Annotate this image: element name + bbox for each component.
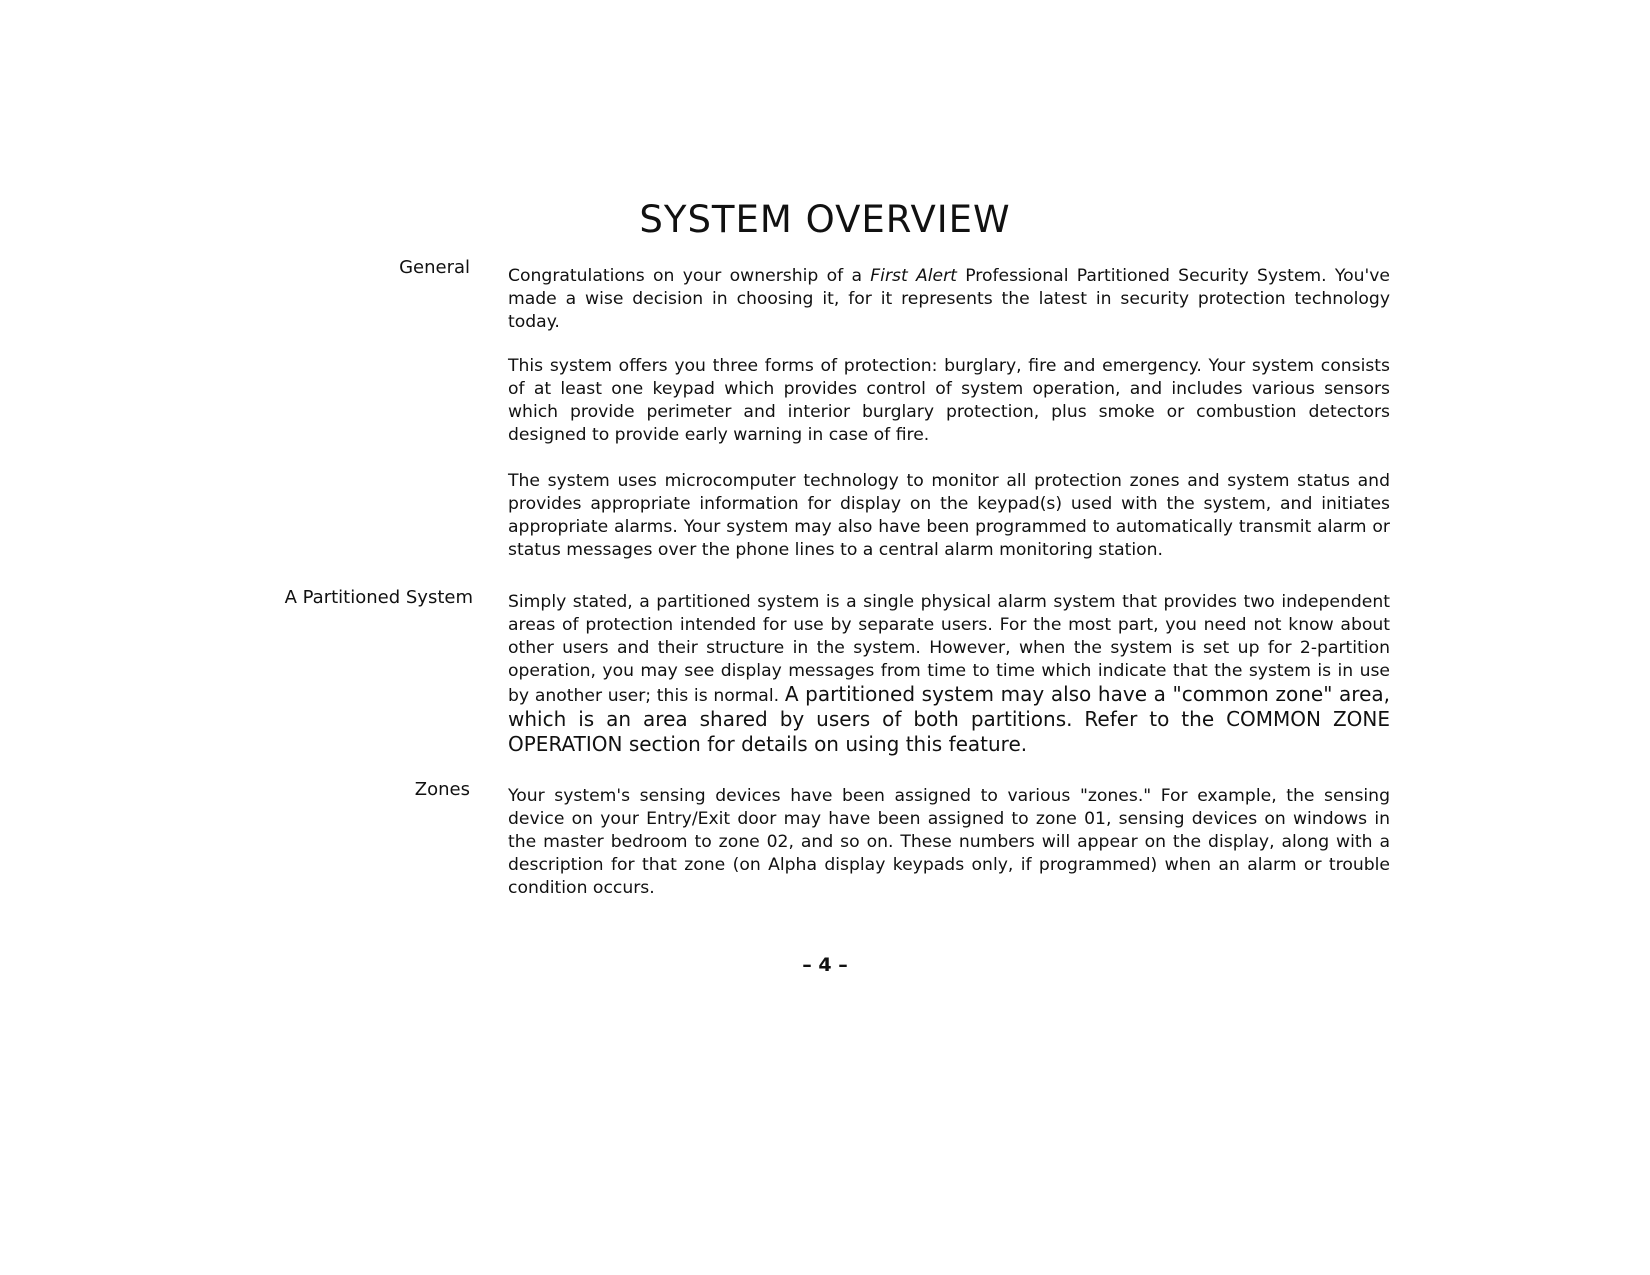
general-paragraph-1 bbox=[508, 265, 1390, 334]
section-label-zones: Zones bbox=[414, 779, 470, 800]
general-paragraph-2: This system offers you three forms of protection: burglary, fire and emergency. Your system consists of at least one keypad which provides control of system operation, and includes various sensors which provide perimeter and interior burglary protection, plus smoke or combustion detectors designed to provide early warning in case of fire. bbox=[508, 356, 1390, 445]
section-label-partitioned: A Partitioned System bbox=[284, 587, 473, 608]
page-number: – 4 – bbox=[802, 954, 848, 976]
section-label-general: General bbox=[399, 257, 470, 278]
general-paragraph-1-end: Professional Partitioned Security System. You've made a wise decision in choosing it, for it represents the latest in security protection technology today. bbox=[508, 266, 1390, 332]
page-title: SYSTEM OVERVIEW bbox=[639, 198, 1011, 241]
brand-name: First Alert bbox=[870, 266, 957, 286]
general-paragraph-1-start: Congratulations on your ownership of a bbox=[508, 266, 871, 286]
general-paragraph-3: The system uses microcomputer technology to monitor all protection zones and system status and provides appropriate information for display on the keypad(s) used with the system, and initiates appropriate alarms. Your system may also have been programmed to automatically transmit alarm or status messages over the phone lines to a central alarm monitoring station. bbox=[508, 471, 1390, 560]
partitioned-common-zone-note: A partitioned system may also have a "common zone" area, which is an area shared by users of both partitions. Refer to the COMMON ZONE OPERATION section for details on using this feature. bbox=[508, 682, 1390, 756]
partitioned-paragraph bbox=[508, 591, 1390, 758]
partitioned-paragraph-body: Simply stated, a partitioned system is a single physical alarm system that provides two independent areas of protection intended for use by separate users. For the most part, you need not know about other users and their structure in the system. However, when the system is set up for 2-partition operation, you may see display messages from time to time which indicate that the system is in use by another user; this is normal. bbox=[508, 592, 1390, 706]
zones-paragraph: Your system's sensing devices have been assigned to various "zones." For example, the sensing device on your Entry/Exit door may have been assigned to zone 01, sensing devices on windows in the master bedroom to zone 02, and so on. These numbers will appear on the display, along with a description for that zone (on Alpha display keypads only, if programmed) when an alarm or trouble condition occurs. bbox=[508, 786, 1390, 898]
